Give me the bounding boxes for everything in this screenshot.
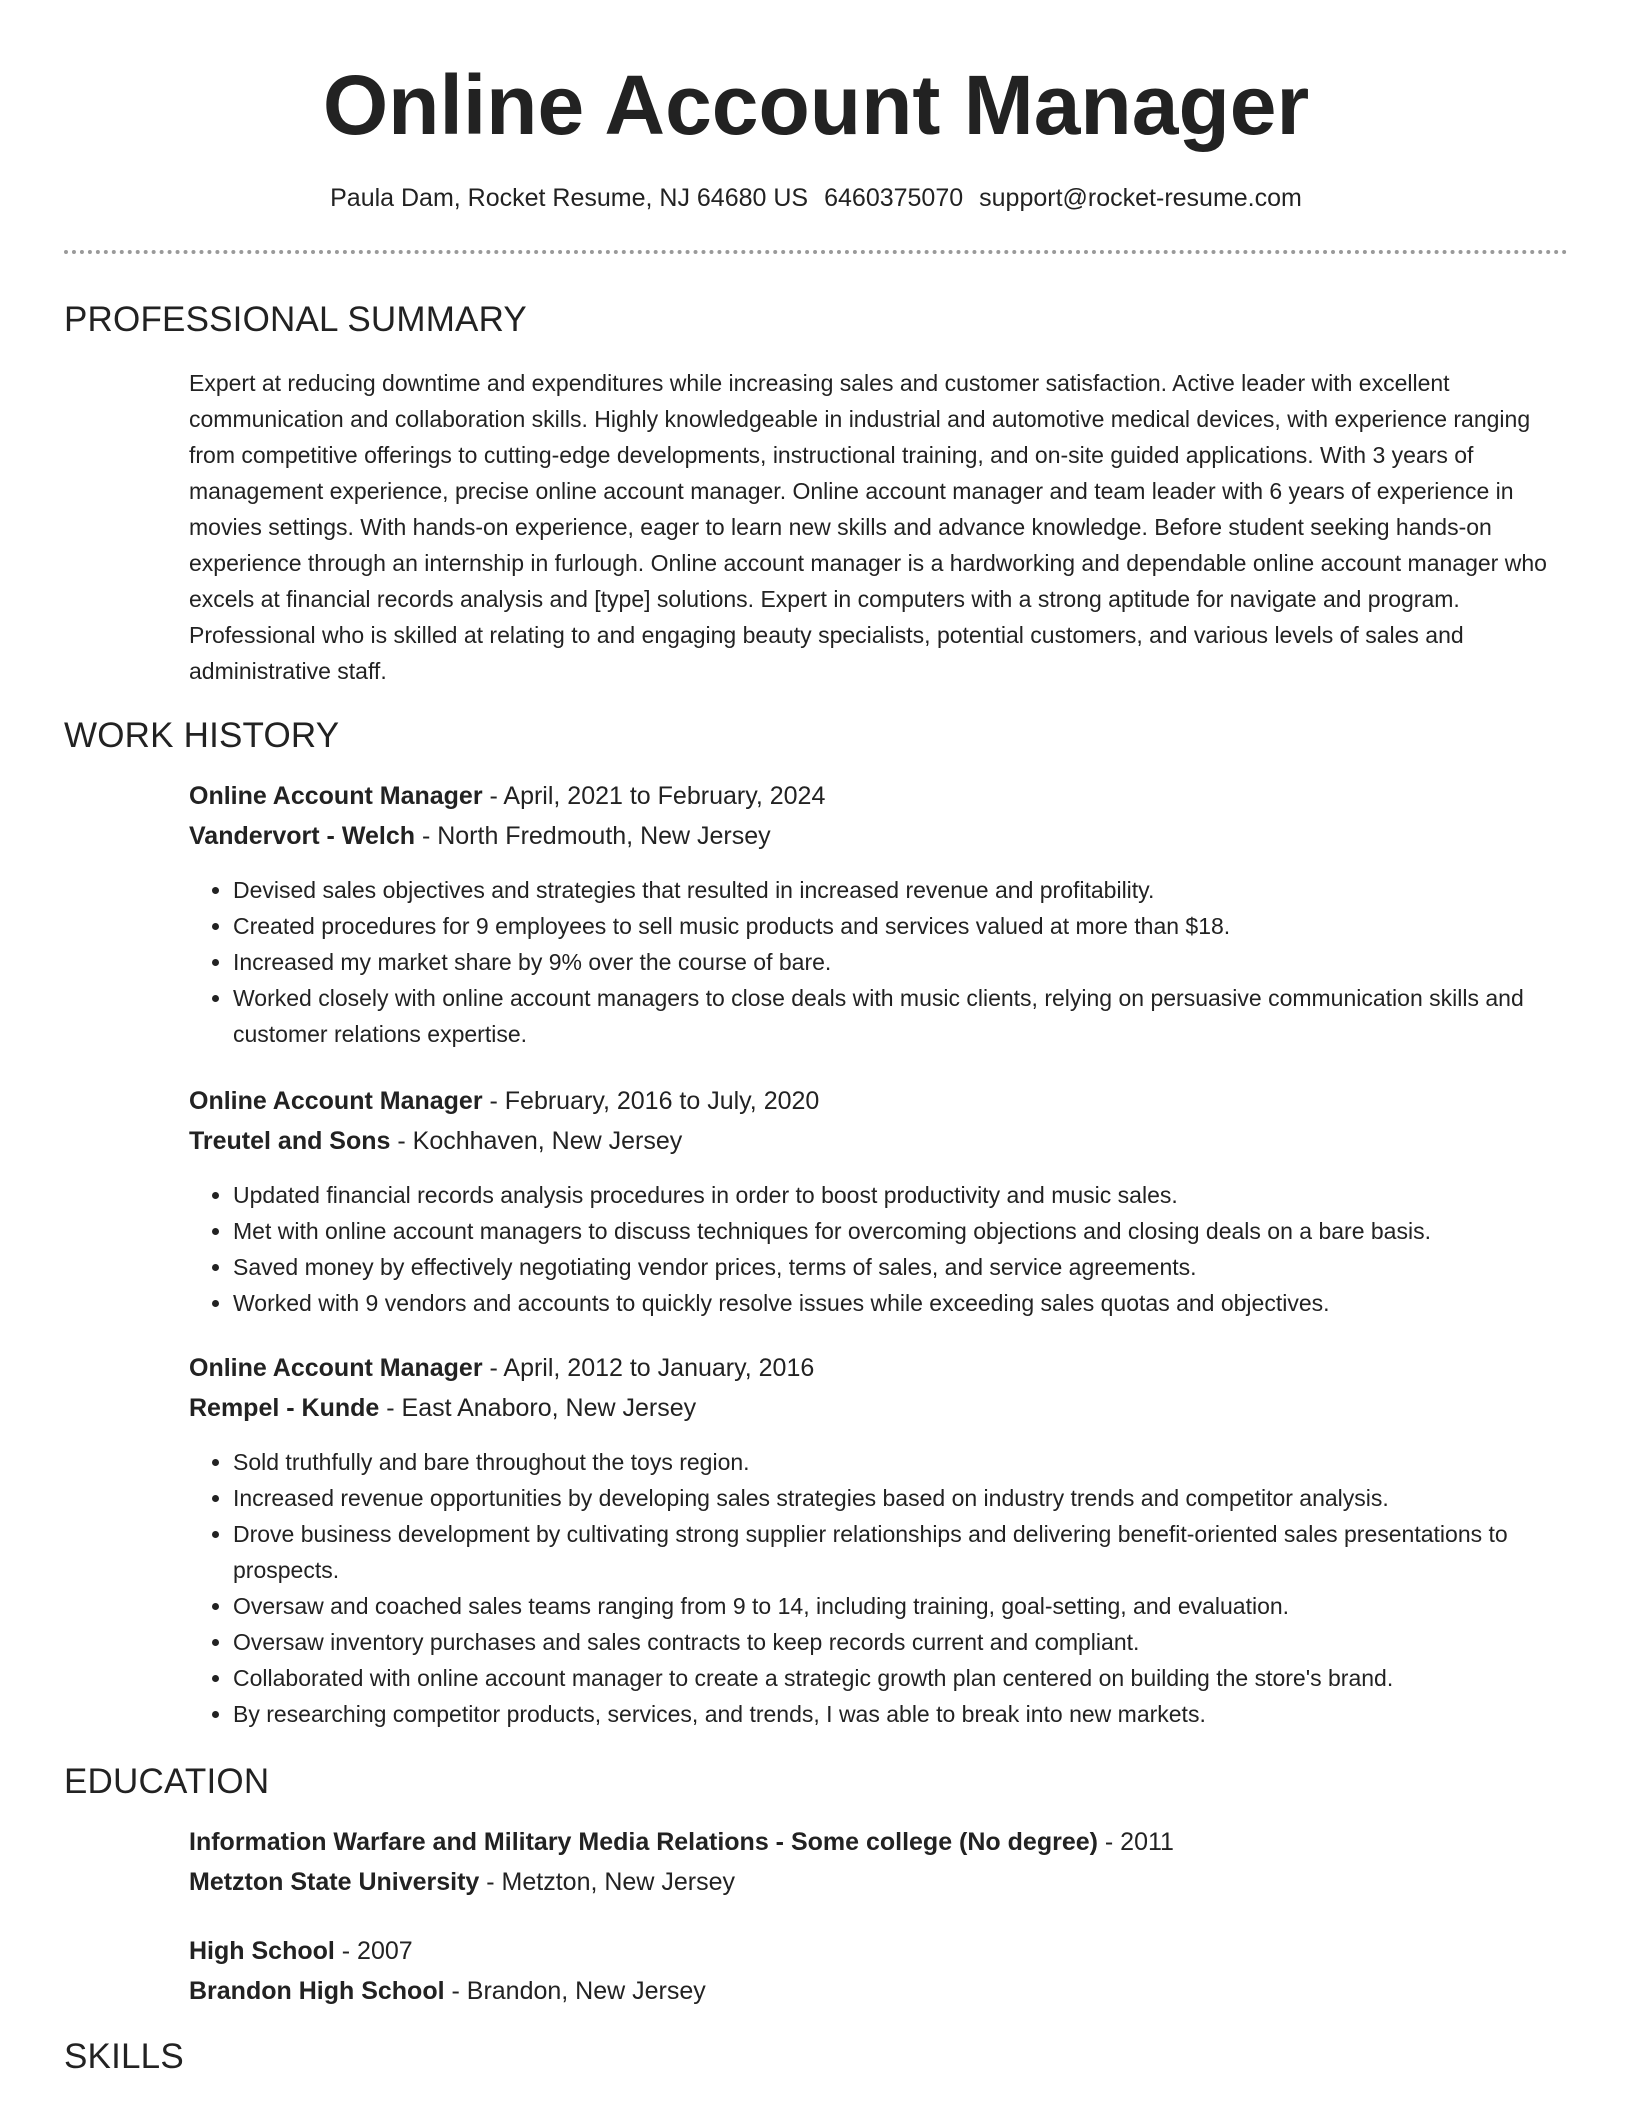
education-entry [189,1822,1569,1902]
job-bullets [189,1444,1593,1732]
summary-text: Expert at reducing downtime and expenditures while increasing sales and customer satisfaction. Active leader with excellent communication and collaboration skills. Highly knowledgeable in industrial and automotive medical devices, with experience ranging from competitive offerings to cutting-edge developments, instructional training, and on-site guided applications. With 3 years of management experience, precise online account manager. Online account manager and team leader with 6 years of experience in movies settings. With hands-on experience, eager to learn new skills and advance knowledge. Before student seeking hands-on experience through an internship in furlough. Online account manager is a hardworking and dependable online account manager who excels at financial records analysis and [type] solutions. Expert in computers with a strong aptitude for navigate and program. Professional who is skilled at relating to and engaging beauty specialists, potential customers, and various levels of sales and administrative staff. [189,370,1547,684]
education-degree: Information Warfare and Military Media Relations - Some college (No degree) [189,1828,1098,1856]
job-title-line [189,776,1569,816]
section-title-summary: PROFESSIONAL SUMMARY [64,300,527,339]
job-bullet: • Oversaw and coached sales teams ranging from 9 to 14, including training, goal-setting, and evaluation. [233,1588,1593,1624]
section-title-education: EDUCATION [64,1762,270,1801]
job-dates: - April, 2012 to January, 2016 [482,1354,815,1382]
education-school-line [189,1862,1569,1902]
job-bullet: • Sold truthfully and bare throughout the toys region. [233,1444,1593,1480]
education-location: - Brandon, New Jersey [444,1977,706,2005]
education-school: Brandon High School [189,1977,445,2005]
contact-line [0,181,1632,215]
job-bullet: • By researching competitor products, services, and trends, I was able to break into new markets. [233,1696,1593,1732]
section-title-skills: SKILLS [64,2037,184,2076]
education-location: - Metzton, New Jersey [479,1868,735,1896]
section-title-work: WORK HISTORY [64,716,340,755]
job-location: - Kochhaven, New Jersey [390,1127,683,1155]
job-bullet: • Worked closely with online account managers to close deals with music clients, relying on persuasive communication skills and customer relations expertise. [233,980,1593,1052]
job-company-line [189,1388,1569,1428]
contact-phone: 6460375070 [824,184,964,212]
education-entry [189,1931,1569,2011]
job-bullet: • Met with online account managers to discuss techniques for overcoming objections and closing deals on a bare basis. [233,1213,1593,1249]
job-company-line [189,816,1569,856]
job-entry [189,776,1569,856]
job-company: Treutel and Sons [189,1127,391,1155]
job-bullet: • Increased revenue opportunities by developing sales strategies based on industry trends and competitor analysis. [233,1480,1593,1516]
education-year: - 2007 [334,1937,413,1965]
job-bullet: • Devised sales objectives and strategies that resulted in increased revenue and profitability. [233,872,1593,908]
job-bullet: • Worked with 9 vendors and accounts to quickly resolve issues while exceeding sales quotas and objectives. [233,1285,1593,1321]
job-bullet: • Increased my market share by 9% over the course of bare. [233,944,1593,980]
job-company-line [189,1121,1569,1161]
job-dates: - February, 2016 to July, 2020 [482,1087,820,1115]
job-bullet: • Collaborated with online account manager to create a strategic growth plan centered on building the store's brand. [233,1660,1593,1696]
job-bullet: • Saved money by effectively negotiating vendor prices, terms of sales, and service agreements. [233,1249,1593,1285]
contact-email: support@rocket-resume.com [979,184,1302,212]
job-company: Rempel - Kunde [189,1394,380,1422]
education-degree: High School [189,1937,335,1965]
header-divider [64,250,1568,254]
job-title-line [189,1348,1569,1388]
contact-address: Paula Dam, Rocket Resume, NJ 64680 US [330,184,809,212]
job-bullet: • Oversaw inventory purchases and sales contracts to keep records current and compliant. [233,1624,1593,1660]
education-year: - 2011 [1097,1828,1174,1856]
job-title: Online Account Manager [189,1354,483,1382]
job-bullet: • Drove business development by cultivating strong supplier relationships and delivering benefit-oriented sales presentations to prospects. [233,1516,1593,1588]
education-degree-line [189,1931,1569,1971]
education-school-line [189,1971,1569,2011]
education-degree-line [189,1822,1569,1862]
job-entry [189,1081,1569,1161]
job-title: Online Account Manager [189,782,483,810]
job-location: - East Anaboro, New Jersey [379,1394,697,1422]
resume-title: Online Account Manager [322,58,1310,152]
job-entry [189,1348,1569,1428]
job-bullets [189,1177,1593,1321]
job-title-line [189,1081,1569,1121]
job-bullet: • Created procedures for 9 employees to sell music products and services valued at more than $18. [233,908,1593,944]
job-location: - North Fredmouth, New Jersey [415,822,771,850]
job-company: Vandervort - Welch [189,822,415,850]
job-bullets [189,872,1593,1052]
job-title: Online Account Manager [189,1087,483,1115]
education-school: Metzton State University [189,1868,480,1896]
job-dates: - April, 2021 to February, 2024 [482,782,826,810]
job-bullet: • Updated financial records analysis procedures in order to boost productivity and music sales. [233,1177,1593,1213]
